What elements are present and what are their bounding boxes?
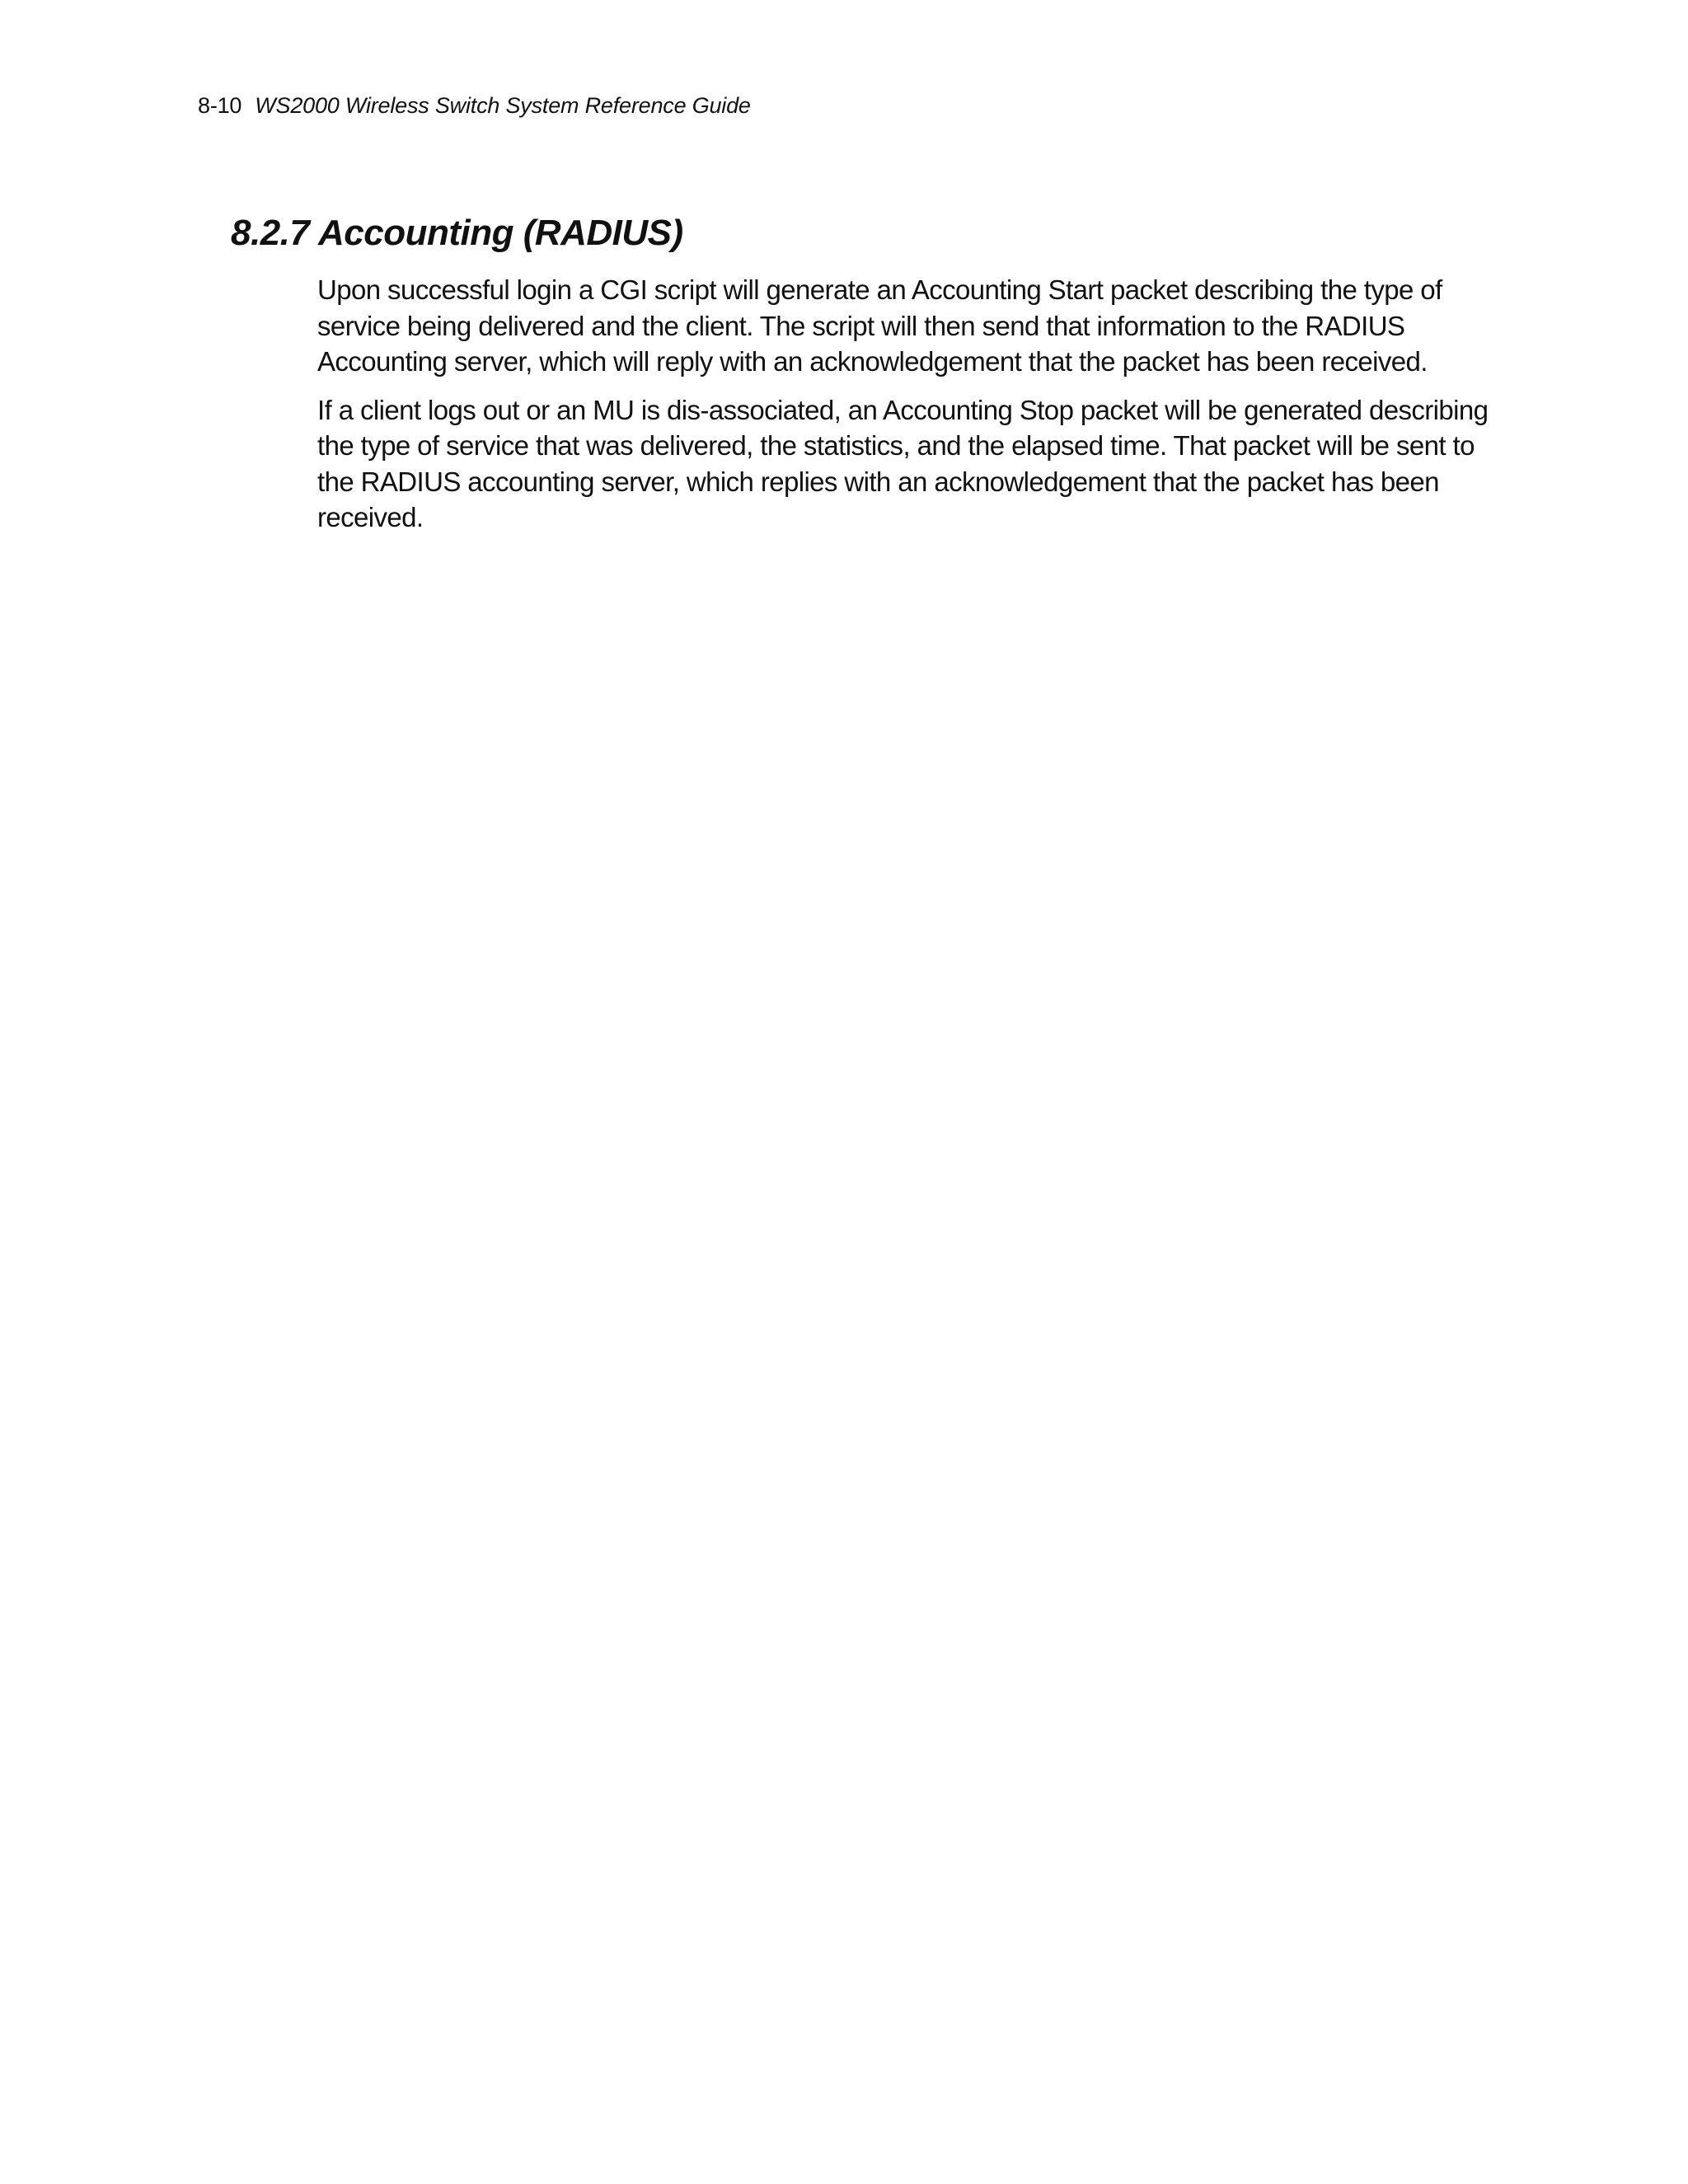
section-title: Accounting (RADIUS) [318, 213, 683, 253]
page-number: 8-10 [198, 93, 242, 118]
document-title: WS2000 Wireless Switch System Reference Guide [255, 93, 751, 118]
paragraph-accounting-stop: If a client logs out or an MU is dis-associated, an Accounting Stop packet will be generated describing the type of service that was delivered, the statistics, and the elapsed time. That packet will be sent to the RADIUS accounting server, which replies with an acknowledgement that the packet has been received. [317, 394, 1489, 532]
section-heading [231, 210, 683, 256]
running-header [198, 91, 751, 120]
section-number: 8.2.7 [231, 213, 310, 253]
section-body [317, 272, 1496, 548]
paragraph-accounting-start: Upon successful login a CGI script will generate an Accounting Start packet describing the type of service being delivered and the client. The script will then send that information to the RADIUS Accounting server, which will reply with an acknowledgement that the packet has been received. [317, 274, 1442, 377]
